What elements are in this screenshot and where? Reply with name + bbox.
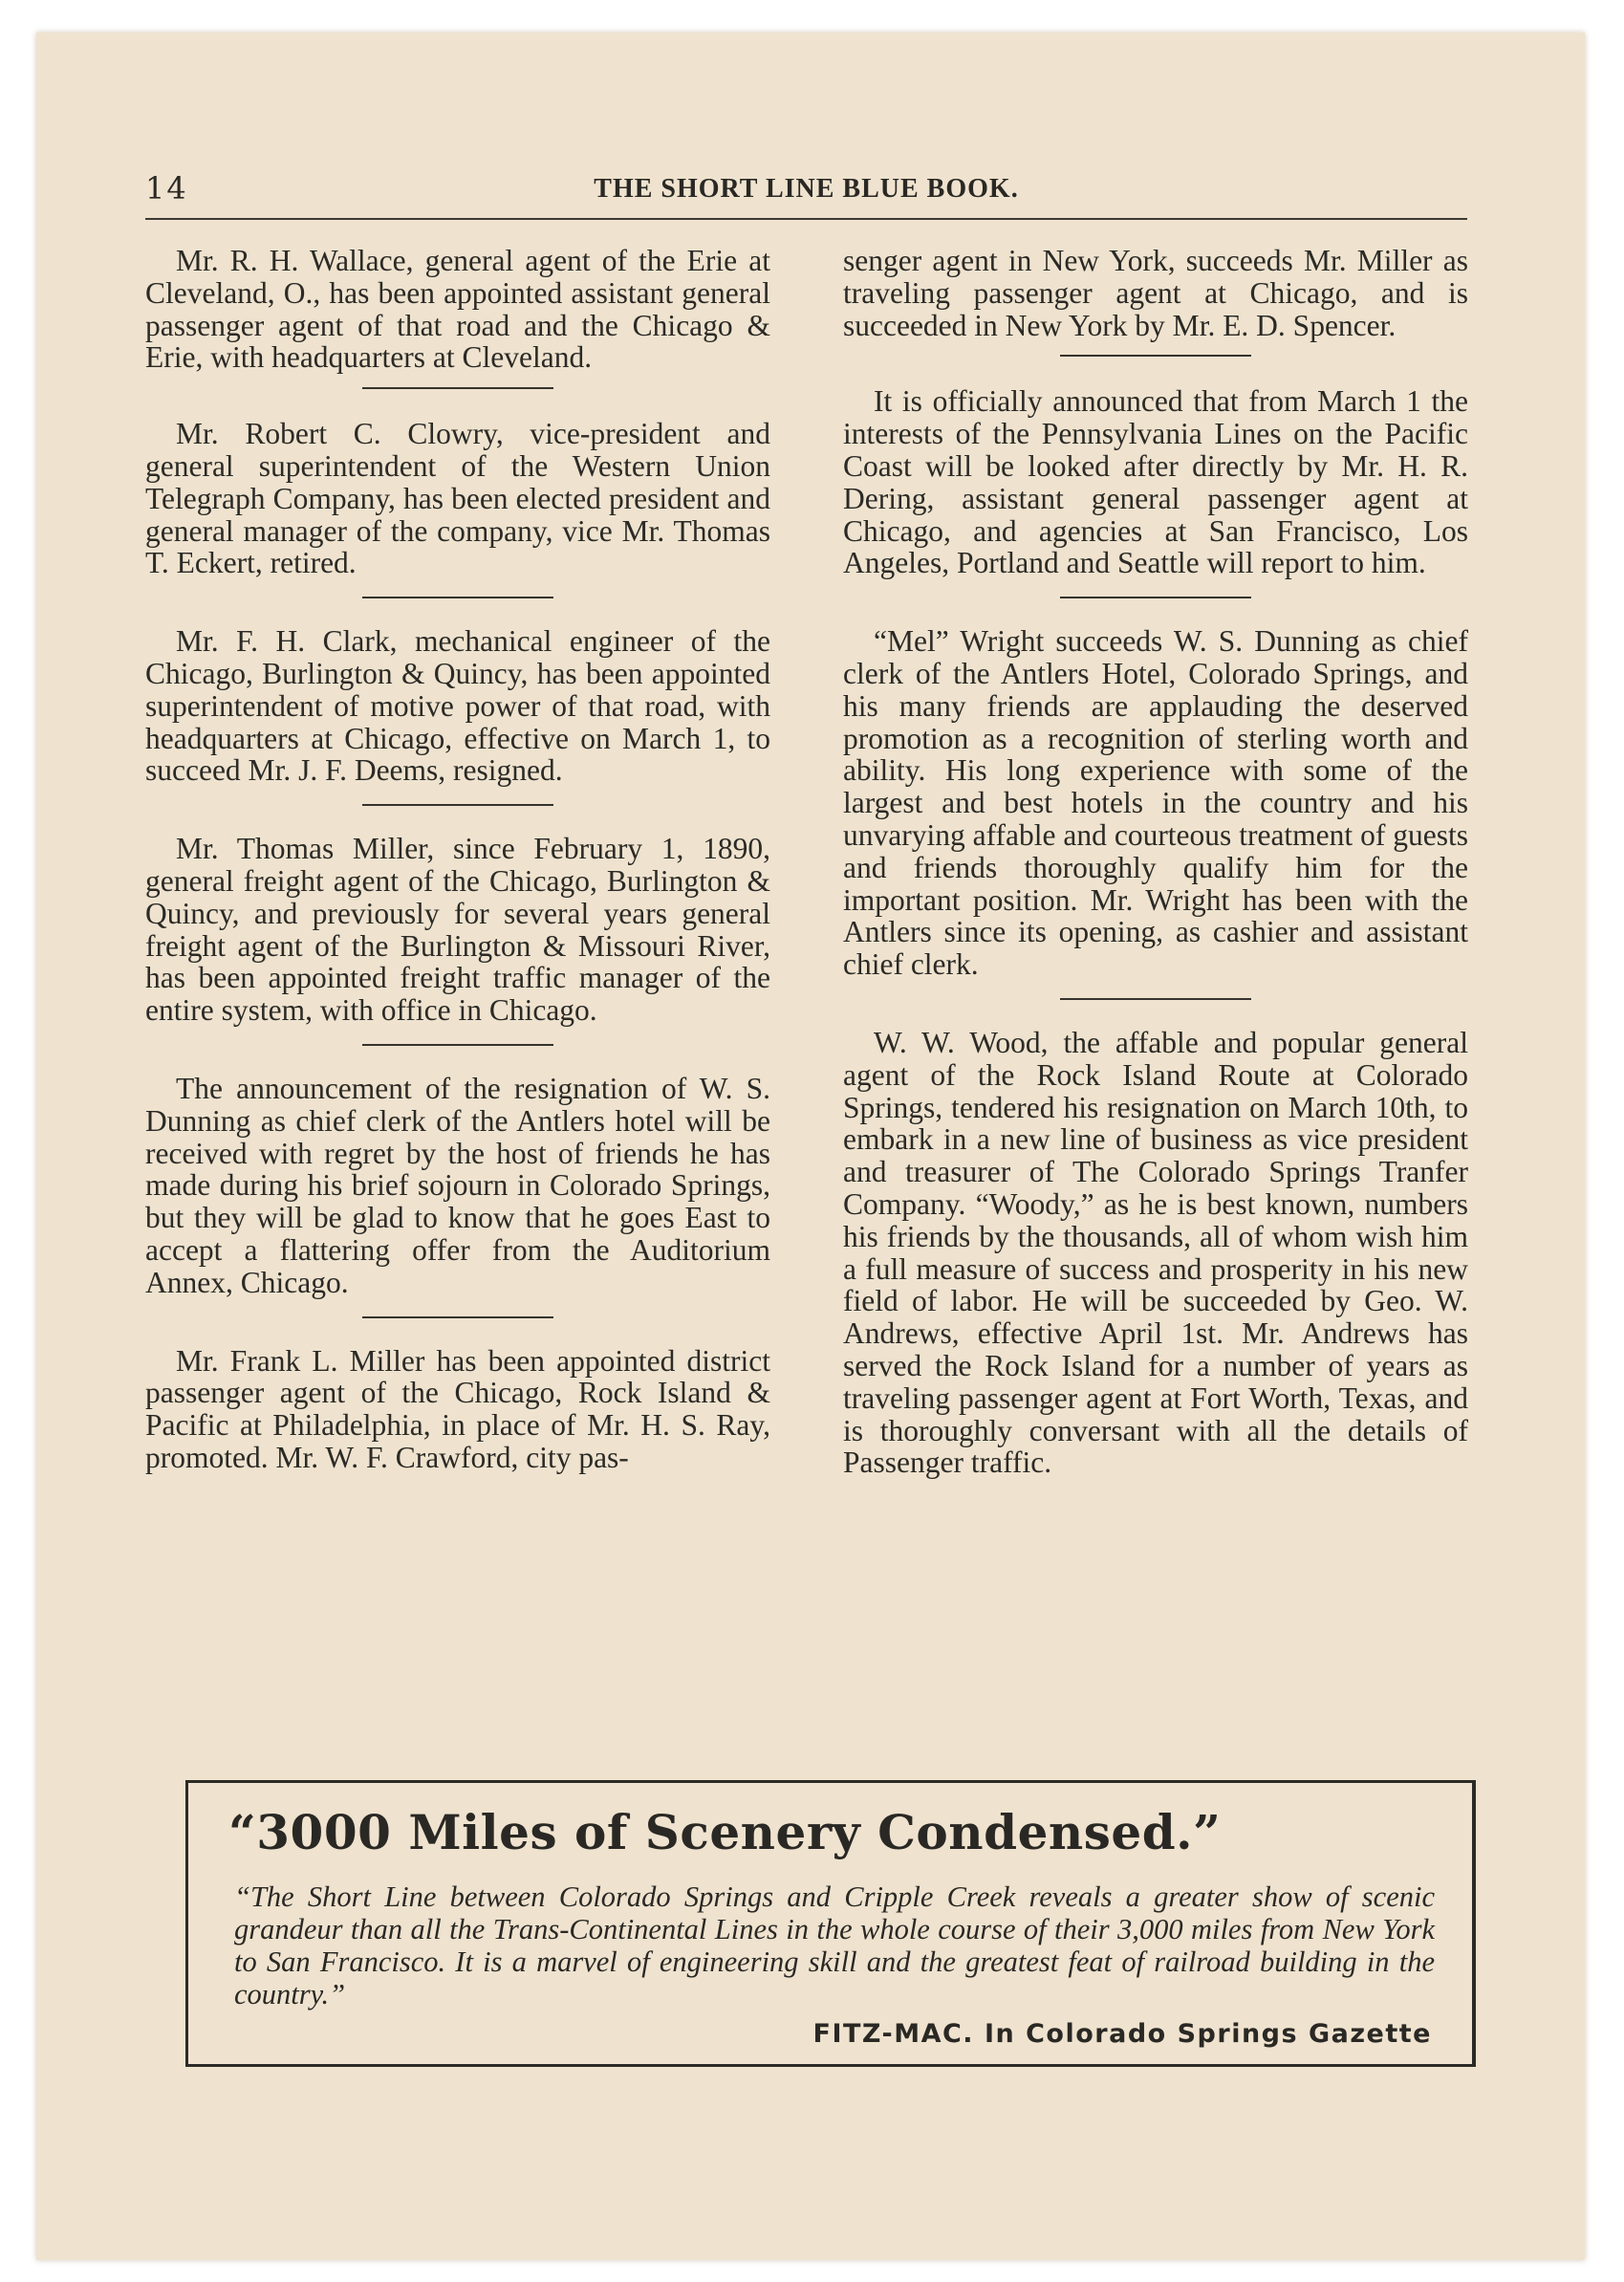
separator-rule — [362, 597, 553, 598]
separator-rule — [1060, 355, 1251, 357]
news-item-wallace: Mr. R. H. Wallace, general agent of the Erie at Cleveland, O., has been appointed assistant general passenger agent of that road and the Chicago & Erie, with headquarters at Cleveland. — [145, 244, 770, 375]
ad-headline: “3000 Miles of Scenery Condensed.” — [228, 1804, 1222, 1860]
right-column — [843, 245, 1468, 1479]
news-item-pennsylvania-lines: It is officially announced that from March 1 the interests of the Pennsylvania Lines on the Pacific Coast will be looked after directly by Mr. H. R. Dering, assistant general passenger agent at Chicago, and agencies at San Francisco, Los Angeles, Portland and Seattle will report to him. — [843, 384, 1468, 580]
news-item-clark: Mr. F. H. Clark, mechanical engineer of the Chicago, Burlington & Quincy, has been appointed superintendent of motive power of that road, with headquarters at Chicago, effective on March 1, to succeed Mr. J. F. Deems, resigned. — [145, 624, 770, 788]
ad-attribution: FITZ-MAC. In Colorado Springs Gazette — [812, 2019, 1432, 2049]
page-header — [145, 170, 1467, 220]
news-item-frank-miller: Mr. Frank L. Miller has been appointed district passenger agent of the Chicago, Rock Island & Pacific at Philadelphia, in place of Mr. H. S. Ray, promoted. Mr. W. F. Crawford, city pas- — [145, 1343, 770, 1474]
left-column — [145, 245, 770, 1474]
running-title: THE SHORT LINE BLUE BOOK. — [594, 174, 1019, 204]
news-item-miller: Mr. Thomas Miller, since February 1, 1890, general freight agent of the Chicago, Burlington & Quincy, and previously for several years general freight agent of the Burlington & Missouri River, has been appointed freight traffic manager of the entire system, with office in Chicago. — [145, 832, 770, 1028]
advertisement-box — [185, 1780, 1476, 2067]
news-item-dunning-resignation: The announcement of the resignation of W. S. Dunning as chief clerk of the Antlers hotel will be received with regret by the host of friends he has made during his brief sojourn in Colorado Springs, but they will be glad to know that he goes East to accept a flattering offer from the Auditorium Annex, Chicago. — [145, 1071, 770, 1299]
separator-rule — [362, 387, 553, 389]
news-item-ww-wood: W. W. Wood, the affable and popular general agent of the Rock Island Route at Colorado Springs, tendered his resignation on March 10th, to embark in a new line of business as vice president and treasurer of The Colorado Springs Tranfer Company. “Woody,” as he is best known, numbers his friends by the thousands, all of whom wish him a full measure of success and prosperity in his new field of labor. He will be succeeded by Geo. W. Andrews, effective April 1st. Mr. Andrews has served the Rock Island for a number of years as traveling passenger agent at Fort Worth, Texas, and is thoroughly conversant with all the details of Passenger traffic. — [843, 1025, 1468, 1480]
news-item-mel-wright: “Mel” Wright succeeds W. S. Dunning as chief clerk of the Antlers Hotel, Colorado Springs, and his many friends are applauding the deserved promotion as a recognition of sterling worth and ability. His long experience with some of the largest and best hotels in the country and his unvarying affable and courteous treatment of guests and friends thoroughly qualify him for the important position. Mr. Wright has been with the Antlers since its opening, as cashier and assistant chief clerk. — [843, 624, 1468, 982]
separator-rule — [362, 804, 553, 806]
separator-rule — [1060, 597, 1251, 598]
separator-rule — [362, 1316, 553, 1318]
separator-rule — [1060, 998, 1251, 1000]
separator-rule — [362, 1044, 553, 1046]
page-number: 14 — [145, 170, 188, 206]
news-item-continuation: senger agent in New York, succeeds Mr. Miller as traveling passenger agent at Chicago, and is succeeded in New York by Mr. E. D. Spencer. — [843, 244, 1468, 342]
ad-quote: “The Short Line between Colorado Springs and Cripple Creek reveals a greater show of scenic grandeur than all the Trans-Continental Lines in the whole course of their 3,000 miles from New York to San Francisco. It is a marvel of engineering skill and the greatest feat of railroad building in the country.” — [234, 1880, 1435, 2010]
news-item-clowry: Mr. Robert C. Clowry, vice-president and general superintendent of the Western Union Telegraph Company, has been elected president and general manager of the company, vice Mr. Thomas T. Eckert, retired. — [145, 417, 770, 580]
